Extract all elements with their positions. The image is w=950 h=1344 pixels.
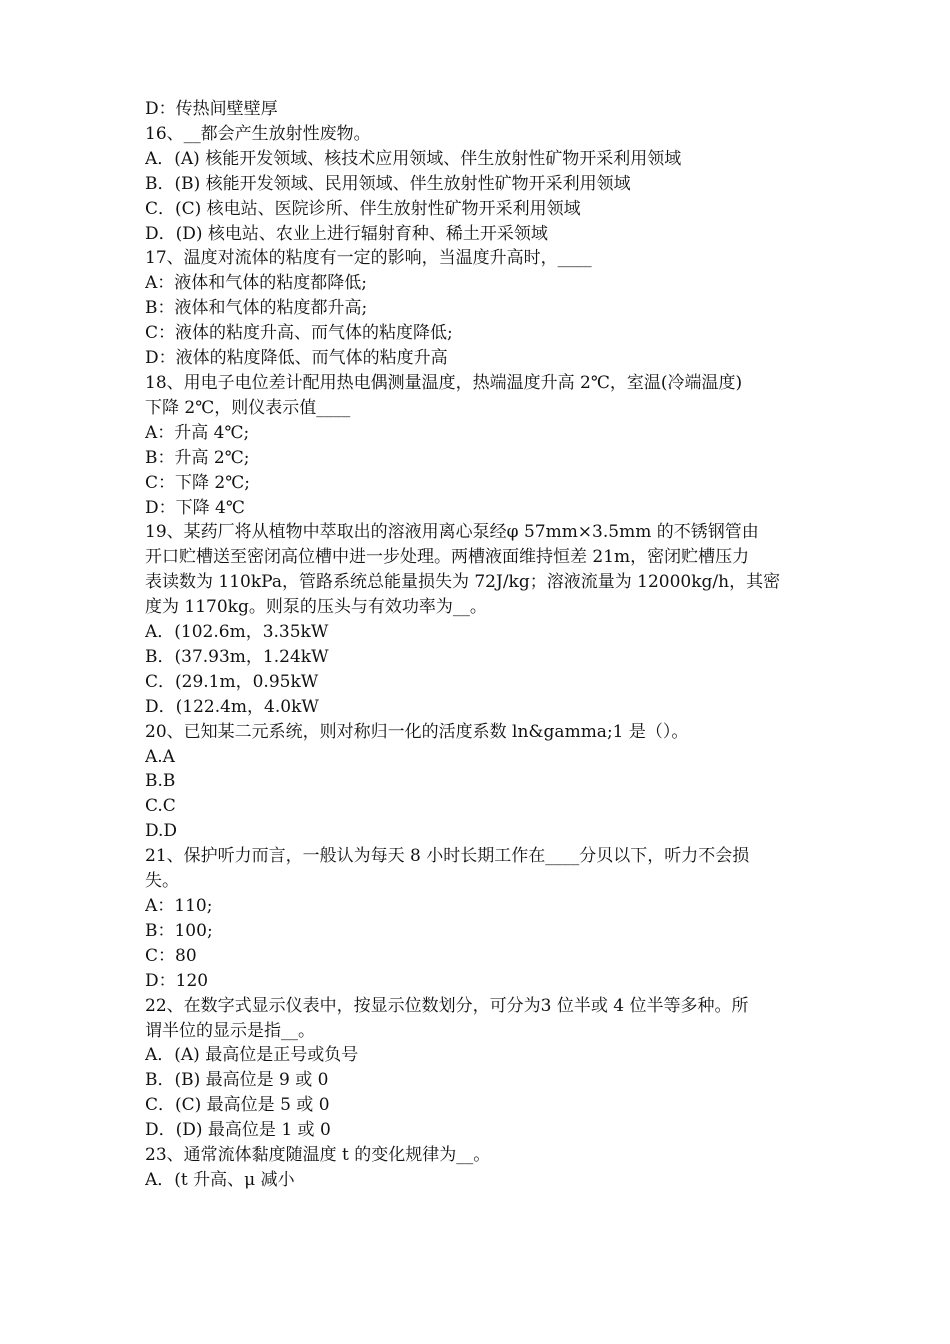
question-18-stem-cont: 下降 2℃，则仪表示值____: [145, 397, 351, 418]
answer-option-line: D.D: [145, 821, 178, 842]
answer-option-line: C．(C) 最高位是 5 或 0: [145, 1095, 330, 1116]
question-19-stem-cont: 开口贮槽送至密闭高位槽中进一步处理。两槽液面维持恒差 21m，密闭贮槽压力: [145, 547, 750, 568]
answer-option-line: B．(B) 核能开发领域、民用领域、伴生放射性矿物开采利用领域: [145, 173, 631, 194]
question-19-stem-cont: 表读数为 110kPa，管路系统总能量损失为 72J/kg；溶液流量为 12000kg/h，其密: [145, 572, 781, 593]
answer-option-line: C．(29.1m，0.95kW: [145, 671, 319, 692]
answer-option-line: C．(C) 核电站、医院诊所、伴生放射性矿物开采利用领域: [145, 198, 581, 219]
question-16-stem: 16、__都会产生放射性废物。: [145, 123, 371, 144]
answer-option-line: D．(122.4m，4.0kW: [145, 696, 319, 717]
question-22-stem-cont: 谓半位的显示是指__。: [145, 1020, 315, 1041]
answer-option-line: A.A: [145, 746, 175, 767]
question-20-stem: 20、已知某二元系统，则对称归一化的活度系数 ln&gamma;1 是（）。: [145, 721, 689, 742]
answer-option-line: D：传热间壁壁厚: [145, 99, 278, 119]
answer-option-line: A：110;: [145, 896, 213, 916]
question-23-stem: 23、通常流体黏度随温度 t 的变化规律为__。: [145, 1145, 491, 1166]
question-18-stem: 18、用电子电位差计配用热电偶测量温度，热端温度升高 2℃，室温(冷端温度): [145, 372, 743, 393]
answer-option-line: D：下降 4℃: [145, 497, 245, 518]
answer-option-line: A：液体和气体的粘度都降低;: [145, 273, 368, 294]
answer-option-line: D：液体的粘度降低、而气体的粘度升高: [145, 348, 448, 369]
answer-option-line: A．(A) 核能开发领域、核技术应用领域、伴生放射性矿物开采利用领域: [145, 148, 682, 169]
question-21-stem-cont: 失。: [145, 871, 179, 892]
answer-option-line: D：120: [145, 970, 209, 991]
question-21-stem: 21、保护听力而言，一般认为每天 8 小时长期工作在____分贝以下，听力不会损: [145, 846, 750, 867]
answer-option-line: B：液体和气体的粘度都升高;: [145, 298, 368, 319]
question-19-stem-cont: 度为 1170kg。则泵的压头与有效功率为__。: [145, 597, 487, 618]
answer-option-line: A．(A) 最高位是正号或负号: [145, 1045, 359, 1066]
answer-option-line: A：升高 4℃;: [145, 422, 250, 443]
answer-option-line: C：下降 2℃;: [145, 472, 250, 493]
answer-option-line: C.C: [145, 796, 176, 817]
answer-option-line: B．(37.93m，1.24kW: [145, 646, 329, 667]
answer-option-line: B．(B) 最高位是 9 或 0: [145, 1070, 329, 1091]
question-19-stem: 19、某药厂将从植物中萃取出的溶液用离心泵经φ 57mm×3.5mm 的不锈钢管由: [145, 522, 759, 543]
answer-option-line: D．(D) 最高位是 1 或 0: [145, 1120, 331, 1141]
document-body: [145, 97, 810, 1193]
answer-option-line: B.B: [145, 771, 176, 792]
question-22-stem: 22、在数字式显示仪表中，按显示位数划分，可分为3 位半或 4 位半等多种。所: [145, 995, 749, 1016]
answer-option-line: A．(t 升高、μ 减小: [145, 1169, 295, 1190]
answer-option-line: C：80: [145, 945, 197, 966]
question-17-stem: 17、温度对流体的粘度有一定的影响，当温度升高时，____: [145, 248, 592, 269]
answer-option-line: C：液体的粘度升高、而气体的粘度降低;: [145, 323, 453, 344]
answer-option-line: B：升高 2℃;: [145, 447, 250, 468]
answer-option-line: D．(D) 核电站、农业上进行辐射育种、稀土开采领域: [145, 223, 548, 244]
answer-option-line: B：100;: [145, 920, 213, 941]
answer-option-line: A．(102.6m，3.35kW: [145, 622, 329, 643]
